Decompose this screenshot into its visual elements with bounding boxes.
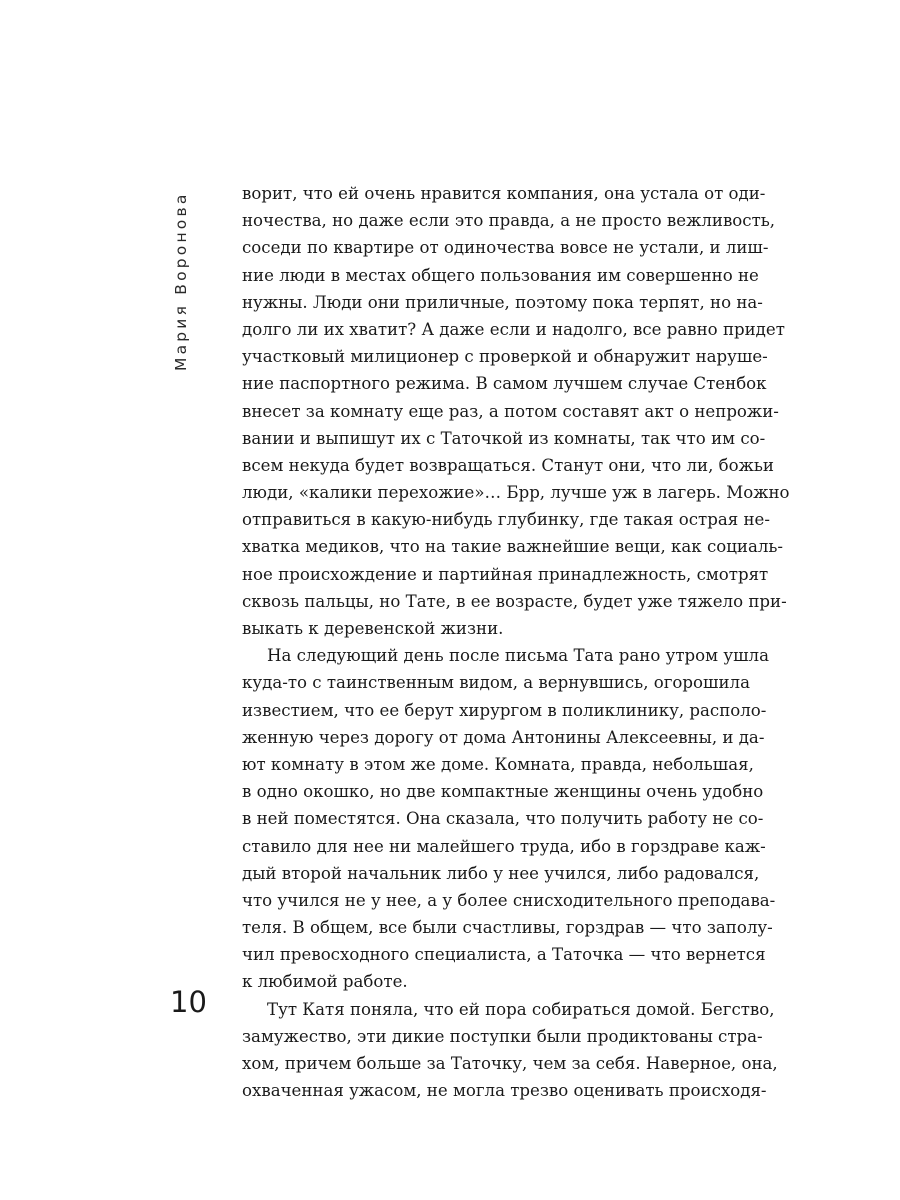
paragraph: [242, 642, 776, 995]
text-line: хватка медиков, что на такие важнейшие вещи, как социаль-: [242, 537, 784, 557]
text-line: женную через дорогу от дома Антонины Алексеевны, и да-: [242, 727, 765, 747]
text-line: ставило для нее ни малейшего труда, ибо в горздраве каж-: [242, 836, 766, 856]
text-line: всем некуда будет возвращаться. Станут они, что ли, божьи: [242, 455, 774, 475]
text-line: в ней поместятся. Она сказала, что получить работу не со-: [242, 809, 764, 829]
text-line: известием, что ее берут хирургом в поликлинику, располо-: [242, 700, 767, 720]
text-line: ночества, но даже если это правда, а не просто вежливость,: [242, 211, 776, 231]
text-line: участковый милиционер с проверкой и обнаружит наруше-: [242, 347, 768, 367]
text-line: вании и выпишут их с Таточкой из комнаты, так что им со-: [242, 428, 766, 448]
text-line: ние люди в местах общего пользования им совершенно не: [242, 265, 759, 285]
text-line: охваченная ужасом, не могла трезво оценивать происходя-: [242, 1081, 767, 1101]
text-line: внесет за комнату еще раз, а потом составят акт о непрожи-: [242, 401, 779, 421]
text-line: ние паспортного режима. В самом лучшем случае Стенбок: [242, 374, 767, 394]
text-line: хом, причем больше за Таточку, чем за себя. Наверное, она,: [242, 1054, 778, 1073]
text-line: люди, «калики перехожие»… Брр, лучше уж в лагерь. Можно: [242, 483, 790, 503]
text-line: На следующий день после письма Тата рано утром ушла: [267, 646, 769, 666]
paragraph: [242, 180, 790, 642]
text-line: отправиться в какую-нибудь глубинку, где такая острая не-: [242, 510, 770, 530]
text-line: ворит, что ей очень нравится компания, она устала от оди-: [242, 184, 766, 203]
text-line: теля. В общем, все были счастливы, горздрав — что заполу-: [242, 918, 773, 938]
text-line: в одно окошко, но две компактные женщины очень удобно: [242, 782, 764, 802]
text-line: сквозь пальцы, но Тате, в ее возрасте, будет уже тяжело при-: [242, 591, 787, 611]
text-line: к любимой работе.: [242, 972, 408, 992]
text-line: Тут Катя поняла, что ей пора собираться домой. Бегство,: [267, 999, 775, 1019]
text-line: нужны. Люди они приличные, поэтому пока терпят, но на-: [242, 292, 763, 312]
running-head: Мария Воронова: [172, 191, 190, 371]
text-line: долго ли их хватит? А даже если и надолго, все равно придет: [242, 319, 785, 339]
text-line: дый второй начальник либо у нее учился, либо радовался,: [242, 863, 760, 883]
text-line: что учился не у нее, а у более снисходительного преподава-: [242, 890, 776, 910]
text-line: выкать к деревенской жизни.: [242, 619, 504, 638]
text-line: ное происхождение и партийная принадлежность, смотрят: [242, 564, 769, 584]
paragraph: [242, 996, 778, 1105]
text-line: соседи по квартире от одиночества вовсе не устали, и лиш-: [242, 238, 769, 258]
text-line: замужество, эти дикие поступки были продиктованы стра-: [242, 1026, 763, 1046]
text-line: куда-то с таинственным видом, а вернувшись, огорошила: [242, 673, 750, 693]
page-number: 10: [170, 985, 207, 1019]
text-line: ют комнату в этом же доме. Комната, правда, небольшая,: [242, 754, 754, 774]
body-text: [242, 180, 790, 1104]
text-line: чил превосходного специалиста, а Таточка — что вернется: [242, 945, 766, 965]
